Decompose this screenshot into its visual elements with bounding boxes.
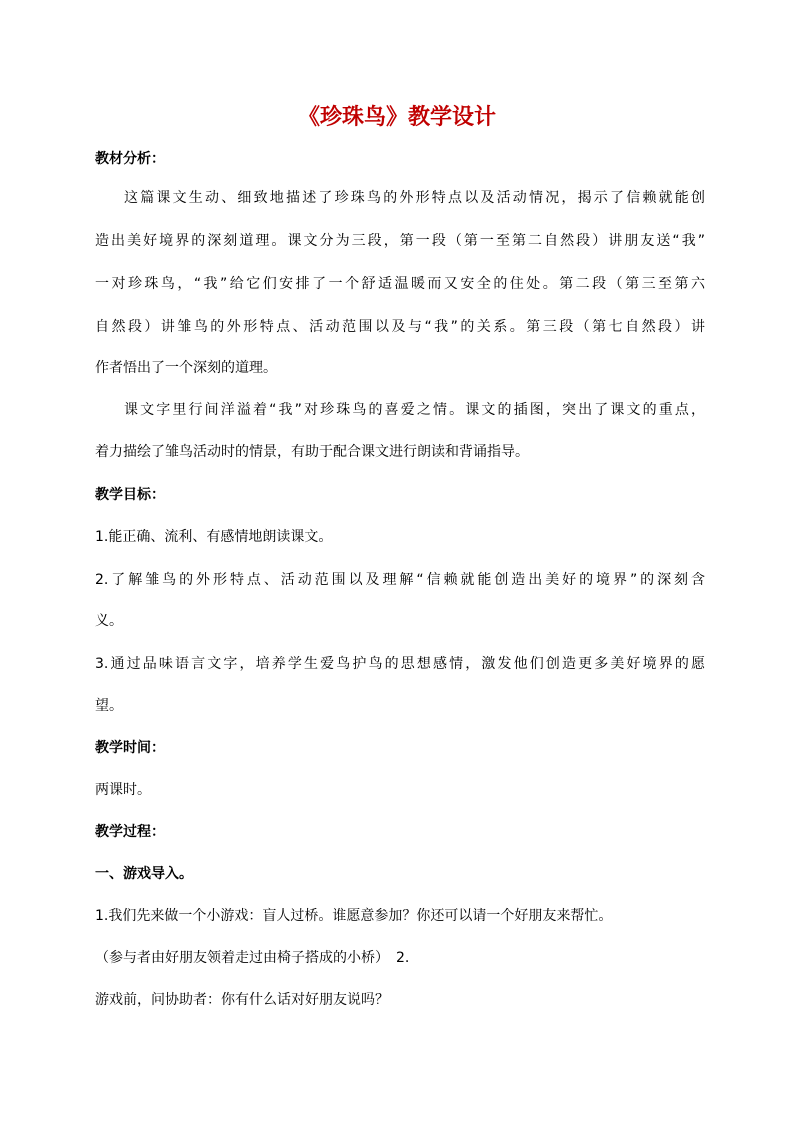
analysis-p1-line-4: 自然段）讲雏鸟的外形特点、活动范围以及与“我”的关系。第三段（第七自然段）讲 (95, 319, 705, 335)
analysis-p2-line-1: 课文字里行间洋溢着“我”对珍珠鸟的喜爱之情。课文的插图，突出了课文的重点， (124, 402, 705, 418)
analysis-p2-line-2: 着力描绘了雏鸟活动时的情景，有助于配合课文进行朗读和背诵指导。 (95, 444, 529, 460)
analysis-p1-line-3: 一对珍珠鸟，“我”给它们安排了一个舒适温暖而又安全的住处。第二段（第三至第六 (95, 276, 705, 292)
goal-1: 1.能正确、流利、有感情地朗读课文。 (95, 529, 333, 545)
goal-2-line-1: 2.了解雏鸟的外形特点、活动范围以及理解“信赖就能创造出美好的境界”的深刻含 (95, 572, 705, 588)
document-title: 《珍珠鸟》教学设计 (297, 105, 496, 130)
goal-2-line-2: 义。 (95, 613, 123, 629)
goal-3-line-2: 望。 (95, 698, 123, 714)
goal-3-line-1: 3.通过品味语言文字，培养学生爱鸟护鸟的思想感情，激发他们创造更多美好境界的愿 (95, 656, 705, 672)
analysis-p1-line-2: 造出美好境界的深刻道理。课文分为三段，第一段（第一至第二自然段）讲朋友送“我” (95, 233, 705, 249)
step-1-item-1b: （参与者由好朋友领着走过由椅子搭成的小桥） 2. (95, 950, 410, 966)
step-1-item-1: 1.我们先来做一个小游戏：盲人过桥。谁愿意参加？你还可以请一个好朋友来帮忙。 (95, 908, 613, 924)
step-1-heading: 一、游戏导入。 (95, 866, 193, 882)
time-heading: 教学时间： (95, 740, 165, 756)
goals-heading: 教学目标： (95, 487, 165, 503)
analysis-heading: 教材分析： (95, 151, 165, 167)
step-1-item-2: 游戏前，问协助者：你有什么话对好朋友说吗？ (95, 992, 389, 1008)
analysis-p1-line-1: 这篇课文生动、细致地描述了珍珠鸟的外形特点以及活动情况，揭示了信赖就能创 (124, 190, 705, 206)
time-value: 两课时。 (95, 782, 151, 798)
analysis-p1-line-5: 作者悟出了一个深刻的道理。 (95, 360, 277, 376)
process-heading: 教学过程： (95, 824, 165, 840)
